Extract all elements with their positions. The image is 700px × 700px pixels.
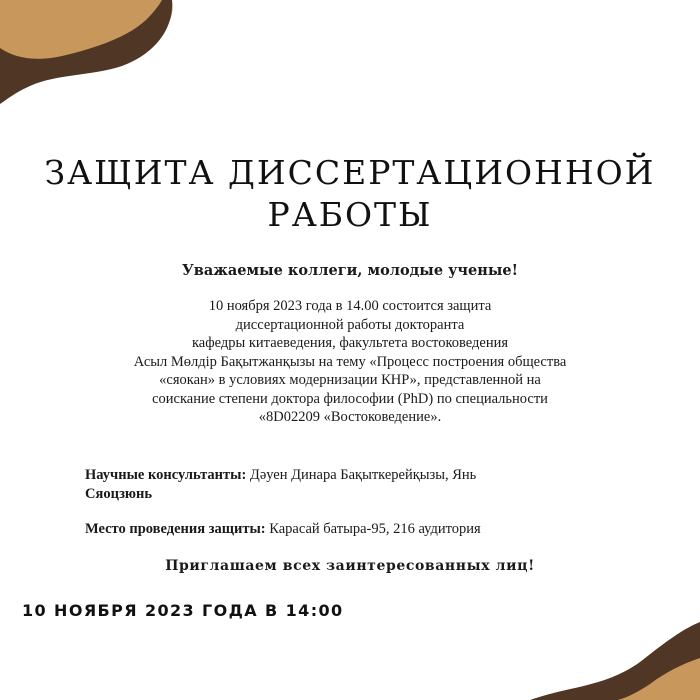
title-line-2: РАБОТЫ [267,195,433,234]
event-datetime: 10 НОЯБРЯ 2023 ГОДА В 14:00 [22,601,344,620]
venue-label: Место проведения защиты: [85,521,266,537]
greeting-text: Уважаемые коллеги, молодые ученые! [182,262,518,279]
top-left-wave-shape [0,0,173,104]
consultants-value: Дәуен Динара Бақыткерейқызы, Янь [246,467,477,483]
announcement-line: соискание степени доктора философии (PhD) по специальности [152,390,548,407]
venue-value: Карасай батыра-95, 216 аудитория [265,521,481,537]
announcement-line: кафедры китаеведения, факультета востоковедения [191,335,509,351]
consultants-block [85,466,645,504]
announcement-line: Асыл Мөлдір Бақытжанқызы на тему «Процесс построения общества [133,353,567,370]
announcement-line: диссертационной работы докторанта [235,316,465,333]
announcement-line: «8D02209 «Востоковедение». [258,409,442,425]
venue-block [85,521,665,538]
bottom-right-wave-shape [530,622,700,700]
announcement-paragraph [40,297,660,427]
announcement-line: «сяокан» в условиях модернизации КНР», представленной на [159,372,541,388]
title-line-1: ЗАЩИТА ДИССЕРТАЦИОННОЙ [44,153,656,192]
announcement-line: 10 ноября 2023 года в 14.00 состоится защита [208,298,492,314]
consultants-value-continued: Сяоцзюнь [85,486,153,502]
consultants-label: Научные консультанты: [85,467,247,483]
page-title [0,152,700,236]
invitation-text: Приглашаем всех заинтересованных лиц! [165,558,535,574]
